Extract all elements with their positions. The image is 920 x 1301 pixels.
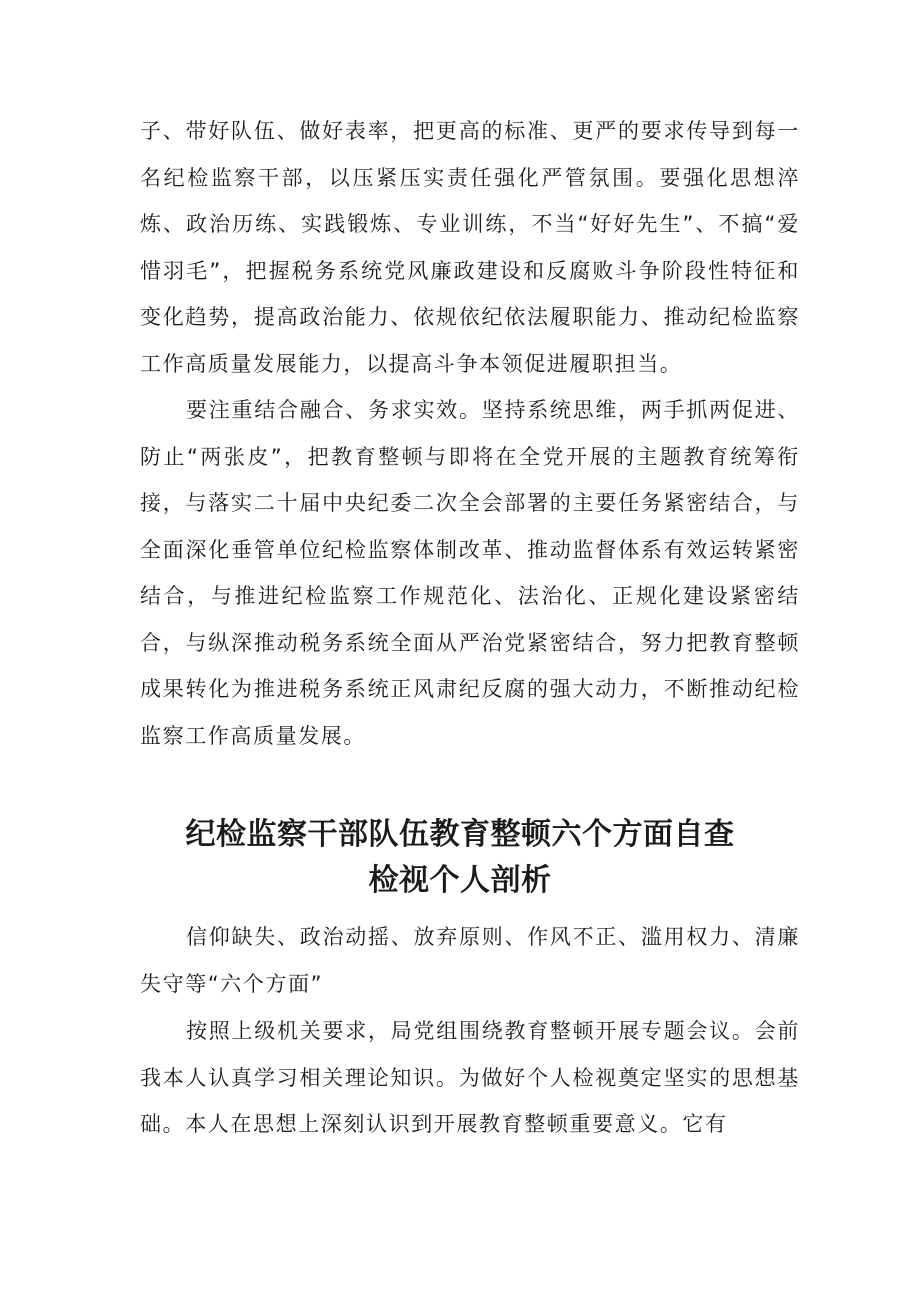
section-title-line-2: 检视个人剖析 xyxy=(368,863,552,898)
paragraph-body: 按照上级机关要求，局党组围绕教育整顿开展专题会议。会前我本人认真学习相关理论知识。为做好个人检视奠定坚实的思想基础。本人在思想上深刻认识到开展教育整顿重要意义。它有 xyxy=(140,1019,800,1136)
paragraph-integration: 要注重结合融合、务求实效。坚持系统思维，两手抓两促进、防止“两张皮”，把教育整顿与即将在全党开展的主题教育统筹衔接，与落实二十届中央纪委二次全会部署的主要任务紧密结合，与全面深化垂管单位纪检监察体制改革、推动监督体系有效运转紧密结合，与推进纪检监察工作规范化、法治化、正规化建设紧密结合，与纵深推动税务系统全面从严治党紧密结合，努力把教育整顿成果转化为推进税务系统正风肃纪反腐的强大动力，不断推动纪检监察工作高质量发展。 xyxy=(140,398,800,748)
section-title-line-1: 纪检监察干部队伍教育整顿六个方面自查 xyxy=(185,817,735,852)
section-title xyxy=(120,812,800,904)
paragraph-continuation: 子、带好队伍、做好表率，把更高的标准、更严的要求传导到每一名纪检监察干部，以压紧压实责任强化严管氛围。要强化思想淬炼、政治历练、实践锻炼、专业训练，不当“好好先生”、不搞“爱惜羽毛”，把握税务系统党风廉政建设和反腐败斗争阶段性特征和变化趋势，提高政治能力、依规依纪依法履职能力、推动纪检监察工作高质量发展能力，以提高斗争本领促进履职担当。 xyxy=(140,119,800,376)
paragraph-six-aspects: 信仰缺失、政治动摇、放弃原则、作风不正、滥用权力、清廉失守等“六个方面” xyxy=(140,925,800,996)
